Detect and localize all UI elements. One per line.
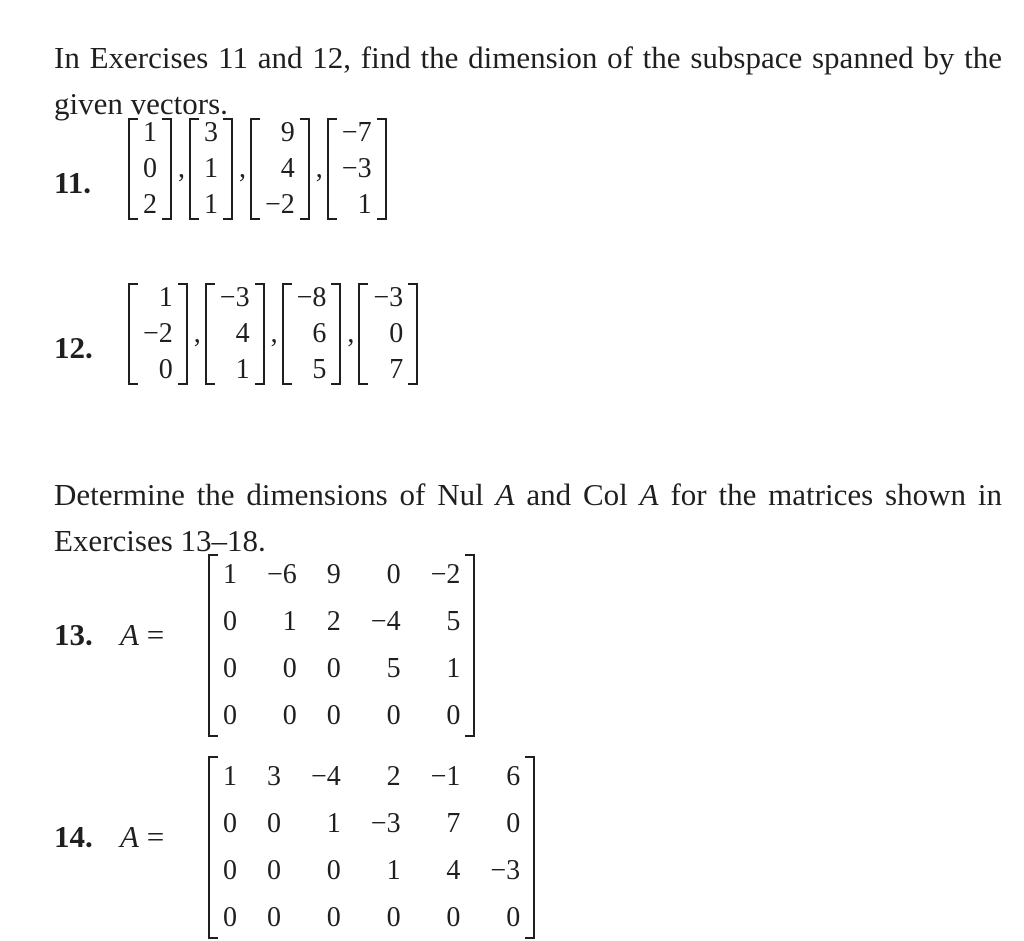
matrix-entry: 4 <box>280 153 295 184</box>
matrix-entry: 5 <box>386 653 401 684</box>
matrix-entry: 3 <box>204 117 218 148</box>
exercise-11-vectors <box>128 118 387 220</box>
matrix-entry: 1 <box>282 606 297 637</box>
column-vector <box>205 283 265 385</box>
matrix-entry: 9 <box>280 117 295 148</box>
matrix-entry: 1 <box>158 282 173 313</box>
column-vector <box>282 283 342 385</box>
matrix-entry: 0 <box>223 606 237 637</box>
matrix-entry: −2 <box>430 559 461 590</box>
matrix-symbol: A <box>120 617 139 652</box>
matrix <box>208 554 475 737</box>
intro-text-before: Determine the dimensions of Nul <box>54 477 496 512</box>
matrix-entry: 5 <box>312 354 327 385</box>
vector-separator: , <box>193 318 201 349</box>
matrix-entry: −2 <box>143 318 173 349</box>
vector-separator: , <box>239 153 246 184</box>
matrix-entry: 1 <box>235 354 250 385</box>
matrix-entry: 6 <box>506 761 521 792</box>
matrix <box>208 756 535 939</box>
matrix-entry: 1 <box>223 761 237 792</box>
matrix-entry: 1 <box>204 153 218 184</box>
exercise-number-11: 11. <box>54 165 92 200</box>
column-vector <box>327 118 387 220</box>
exercise-number-14: 14. <box>54 819 93 854</box>
matrix-entry: 0 <box>386 559 401 590</box>
matrix-entry: 3 <box>267 761 281 792</box>
matrix-entry: 0 <box>223 902 237 933</box>
matrix-entry: −3 <box>370 808 401 839</box>
matrix-entry: 0 <box>506 808 521 839</box>
matrix-entry: 1 <box>204 189 218 220</box>
matrix-entry: 0 <box>446 700 461 731</box>
matrix-entry: 0 <box>326 653 341 684</box>
matrix-entry: 1 <box>326 808 341 839</box>
matrix-entry: 0 <box>386 700 401 731</box>
matrix-entry: 1 <box>223 559 237 590</box>
matrix-entry: −3 <box>373 282 404 313</box>
column-vector <box>250 118 310 220</box>
matrix-entry: 0 <box>267 902 281 933</box>
matrix-symbol: A <box>639 477 659 512</box>
column-vector <box>358 283 418 385</box>
matrix-entry: −3 <box>219 282 250 313</box>
matrix-entry: 0 <box>446 902 461 933</box>
column-vector <box>189 118 233 220</box>
column-vector <box>128 118 172 220</box>
vector-separator: , <box>347 318 355 349</box>
matrix-entry: 1 <box>143 117 157 148</box>
exercise-14-matrix-holder <box>208 756 535 939</box>
intro-text-after: for the matrices shown in Exercises 13–18. <box>54 477 1002 558</box>
matrix-entry: 0 <box>506 902 521 933</box>
intro-text-mid: and Col <box>514 477 640 512</box>
matrix-entry: 0 <box>223 653 237 684</box>
matrix-entry: 4 <box>446 855 461 886</box>
matrix-entry: 1 <box>446 653 461 684</box>
matrix-entry: −3 <box>341 153 372 184</box>
matrix-symbol: A <box>120 819 139 854</box>
matrix-entry: 0 <box>267 855 281 886</box>
exercise-13-lhs: A = <box>120 617 165 652</box>
vector-separator: , <box>270 318 278 349</box>
matrix-entry: 7 <box>446 808 461 839</box>
matrix-entry: 0 <box>389 318 404 349</box>
matrix-symbol: A <box>495 477 515 512</box>
matrix-entry: 2 <box>326 606 341 637</box>
exercise-12-vectors <box>128 283 418 385</box>
matrix-entry: 0 <box>223 855 237 886</box>
matrix-entry: 0 <box>326 902 341 933</box>
exercise-number-12: 12. <box>54 330 93 365</box>
matrix-entry: 0 <box>386 902 401 933</box>
matrix-entry: 0 <box>223 808 237 839</box>
exercise-number-13: 13. <box>54 617 93 652</box>
matrix-entry: 0 <box>143 153 157 184</box>
vector-separator: , <box>315 153 323 184</box>
matrix-entry: 0 <box>282 653 297 684</box>
matrix-entry: 5 <box>446 606 461 637</box>
matrix-entry: −4 <box>311 761 341 792</box>
exercise-13-matrix-holder <box>208 554 475 737</box>
exercise-intro-13-18 <box>54 472 1002 564</box>
matrix-entry: 1 <box>386 855 401 886</box>
matrix-entry: 0 <box>223 700 237 731</box>
matrix-entry: 4 <box>235 318 250 349</box>
matrix-entry: 0 <box>158 354 173 385</box>
matrix-entry: −6 <box>267 559 297 590</box>
matrix-entry: 2 <box>386 761 401 792</box>
matrix-entry: −4 <box>370 606 401 637</box>
matrix-entry: 0 <box>282 700 297 731</box>
exercise-14-lhs: A = <box>120 819 165 854</box>
matrix-entry: −7 <box>341 117 372 148</box>
matrix-entry: −3 <box>490 855 521 886</box>
exercise-intro-11-12: In Exercises 11 and 12, find the dimension of the subspace spanned by the given vectors. <box>54 40 1002 121</box>
matrix-entry: −8 <box>296 282 327 313</box>
matrix-entry: 2 <box>143 189 157 220</box>
matrix-entry: 0 <box>326 700 341 731</box>
matrix-entry: 0 <box>267 808 281 839</box>
vector-separator: , <box>178 153 185 184</box>
matrix-entry: 6 <box>312 318 327 349</box>
matrix-entry: 0 <box>326 855 341 886</box>
matrix-entry: 1 <box>357 189 372 220</box>
matrix-entry: −2 <box>265 189 295 220</box>
matrix-entry: 7 <box>389 354 404 385</box>
column-vector <box>128 283 188 385</box>
matrix-entry: 9 <box>326 559 341 590</box>
matrix-entry: −1 <box>430 761 461 792</box>
